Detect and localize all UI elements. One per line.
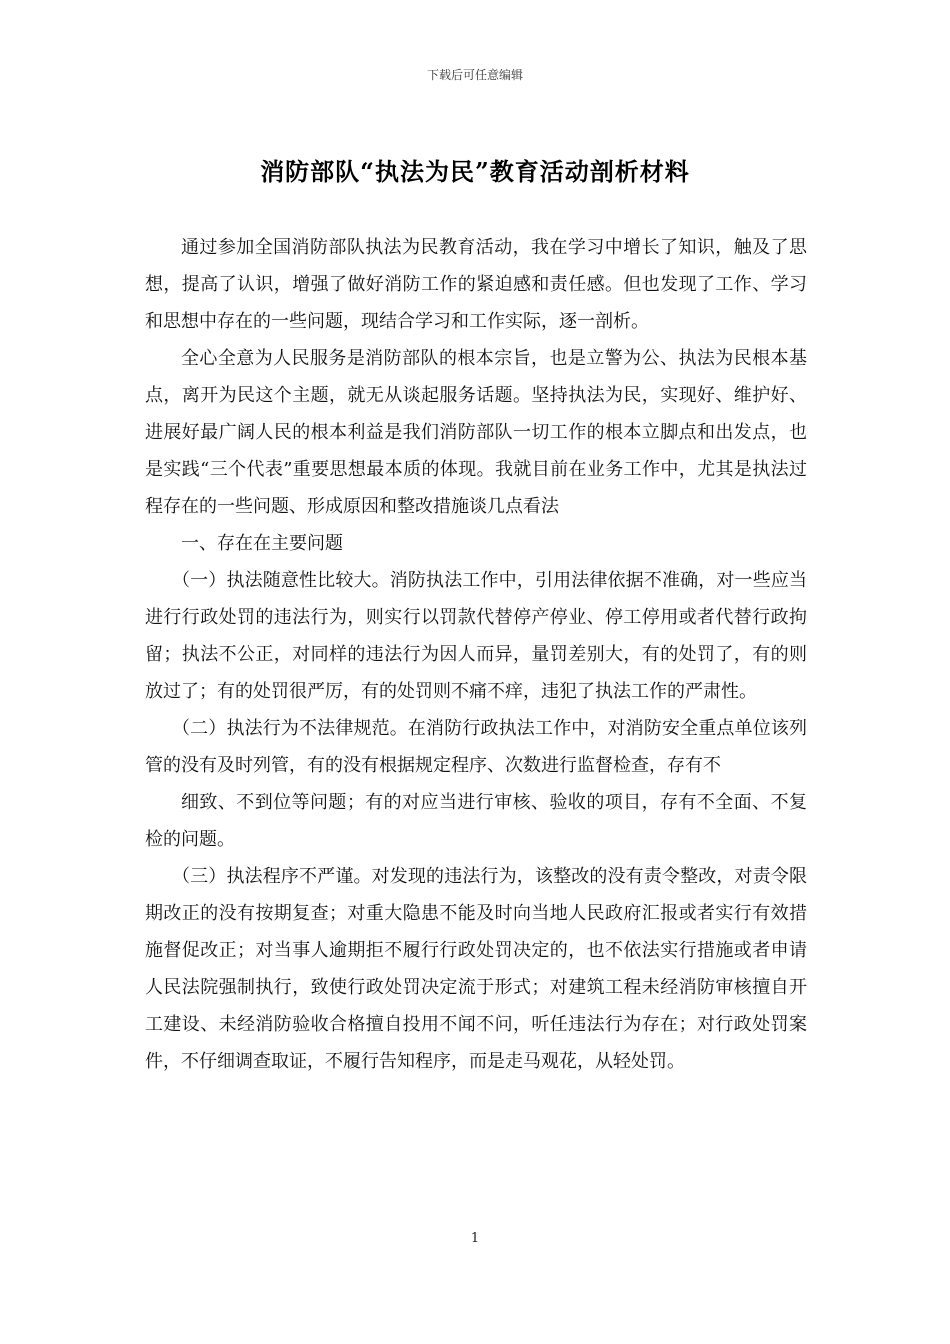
- document-body: [145, 229, 807, 1080]
- header-note: 下载后可任意编辑: [426, 68, 523, 82]
- paragraph-problem-3: （三）执法程序不严谨。对发现的违法行为，该整改的没有责令整改，对责令限期改正的没有按期复查；对重大隐患不能及时向当地人民政府汇报或者实行有效措施督促改正；对当事人逾期拒不履行行政处罚决定的，也不依法实行措施或者申请人民法院强制执行，致使行政处罚决定流于形式；对建筑工程未经消防审核擅自开工建设、未经消防验收合格擅自投用不闻不问，听任违法行为存在；对行政处罚案件，不仔细调查取证，不履行告知程序，而是走马观花，从轻处罚。: [145, 866, 807, 1072]
- paragraph-problem-2: （二）执法行为不法律规范。在消防行政执法工作中，对消防安全重点单位该列管的没有及时列管，有的没有根据规定程序、次数进行监督检查，存有不: [145, 718, 807, 776]
- paragraph-intro: 通过参加全国消防部队执法为民教育活动，我在学习中增长了知识，触及了思想，提高了认识，增强了做好消防工作的紧迫感和责任感。但也发现了工作、学习和思想中存在的一些问题，现结合学习和工作实际，逐一剖析。: [145, 237, 807, 332]
- document-title: 消防部队“执法为民”教育活动剖析材料: [260, 157, 690, 186]
- paragraph-purpose: 全心全意为人民服务是消防部队的根本宗旨，也是立警为公、执法为民根本基点，离开为民这个主题，就无从谈起服务话题。坚持执法为民，实现好、维护好、进展好最广阔人民的根本利益是我们消防部队一切工作的根本立脚点和出发点，也是实践“三个代表”重要思想最本质的体现。我就目前在业务工作中，尤其是执法过程存在的一些问题、形成原因和整改措施谈几点看法: [145, 348, 807, 517]
- paragraph-problem-2-continued: 细致、不到位等问题；有的对应当进行审核、验收的项目，存有不全面、不复检的问题。: [145, 792, 807, 850]
- page-number: 1: [470, 1231, 480, 1246]
- paragraph-problem-1: （一）执法随意性比较大。消防执法工作中，引用法律依据不准确，对一些应当进行行政处罚的违法行为，则实行以罚款代替停产停业、停工停用或者代替行政拘留；执法不公正，对同样的违法行为因人而异，量罚差别大，有的处罚了，有的则放过了；有的处罚很严厉，有的处罚则不痛不痒，违犯了执法工作的严肃性。: [145, 570, 807, 702]
- section-heading-problems: 一、存在在主要问题: [181, 533, 343, 554]
